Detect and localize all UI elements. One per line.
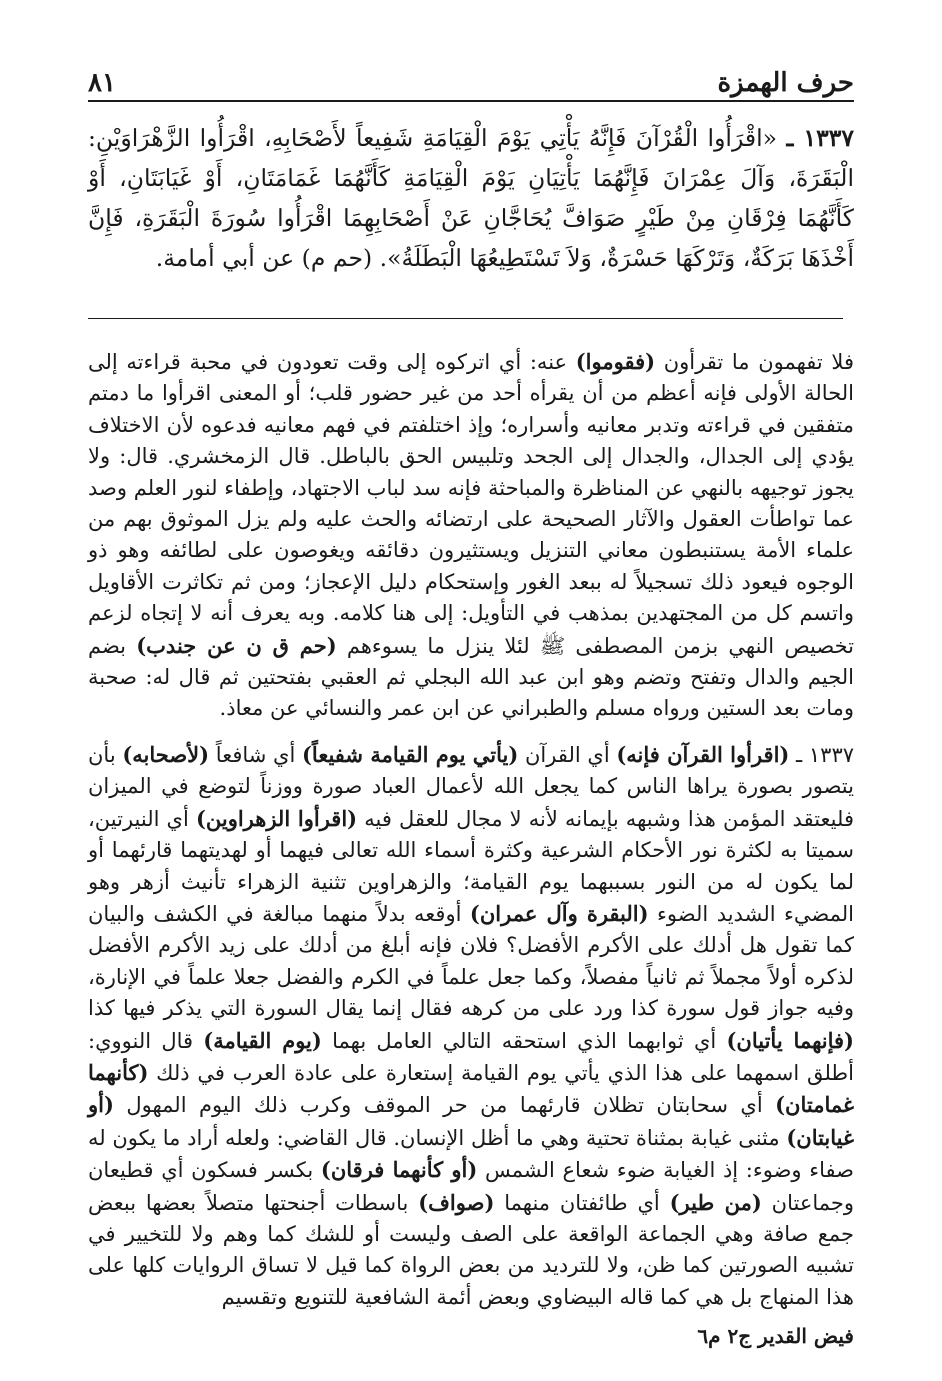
text-span: بأن يتصور بصورة يراها الناس كما يجعل الله لأعمال العباد صورة ووزناً لتوضع في الميزان فليعتقد المؤمن هذا وشبهه بإيمانه لأنه لا مجال للعقل فيه [88,742,854,831]
text-span: أوقعه بدلاً منهما مبالغة في الكشف والبيان كما تقول هل أدلك على الأكرم الأفضل؟ فلان فإنه أبلغ من أدلك على زيد الأكرم الأفضل لذكره أولاً مجملاً ثم ثانياً مفصلاً، وكما جعل علماً في الكرم والفضل جعلا علماً في الإنارة، وفيه جواز قول سورة كذا ورد على من كرهه فقال إنما يقال السورة التي يذكر فيها كذا [88,901,854,1021]
text-span: بضم الجيم والدال وتفتح وتضم وهو ابن عبد الله البجلي ثم العقبي بفتحتين ثم قال له: صحبة ومات بعد الستين ورواه مسلم والطبراني عن ابن عمر والنسائي عن معاذ. [88,633,854,721]
page-header [88,58,854,98]
page-number: ٨١ [88,68,116,98]
bold-quote-span: (فقوموا) [575,349,656,374]
bold-quote-span: (صواف) [418,1189,495,1215]
bold-quote-span: (البقرة وآل عمران) [469,900,649,926]
text-span: أي ثوابهما الذي استحقه التالي العامل بهما [321,1028,727,1053]
commentary-paragraph-1 [88,346,854,725]
commentary-paragraph-2 [88,739,854,1313]
hadith-text: «اقْرَأُوا الْقُرْآنَ فَإِنَّهُ يَأْتِي يَوْمَ الْقِيَامَةِ شَفِيعاً لأَصْحَابِهِ، اقْرَأُوا الزَّهْرَاوَيْنِ: الْبَقَرَةَ، وَآلَ عِمْرَانَ فَإِنَّهُمَا يَأْتِيَانِ يَوْمَ الْقِيَامَةِ كَأَنَّهُمَا غَمَامَتَانِ، أَوْ غَيَابَتَانِ، أَوْ كَأَنَّهُمَا فِرْقَانِ مِنْ طَيْرٍ صَوَافَّ يُحَاجَّانِ عَنْ أَصْحَابِهِمَا اقْرَأُوا سُورَةَ الْبَقَرَةِ، فَإِنَّ أَخْذَهَا بَرَكَةٌ، وَتَرْكَهَا حَسْرَةٌ، وَلاَ تَسْتَطِيعُهَا الْبَطَلَةُ». (حم م) عن أبي أمامة. [88,124,854,272]
header-divider [88,100,854,102]
hadith-number: ١٣٣٧ ـ [786,124,854,152]
text-span: باسطات أجنحتها متصلاً بعضها ببعض جمع صافة وهي الجماعة الواقعة على الصف وليست أو للشك كما وهم ولا للتخيير في تشبيه الصورتين كما ظن، ولا للترديد من بعض الرواة كما قيل لا تساق الروايات كلها على هذا المنهاج بل هي كما قاله البيضاوي وبعض أئمة الشافعية للتنويع وتقسيم [88,1190,854,1309]
text-span: فلا تفهمون ما تقرأون [655,350,854,374]
text-span: قال النووي: أطلق اسمهما على هذا الذي يأتي يوم القيامة إستعارة على عادة العرب في ذلك [88,1028,854,1085]
text-span: مثنى غيابة بمثناة تحتية وهي ما أظل الإنسان. قال القاضي: ولعله أراد ما يكون له صفاء وضوء: إذ الغيابة ضوء شعاع الشمس [88,1125,854,1183]
text-span: أي طائفتان منهما [494,1190,670,1215]
text-span: أي شافعاً [209,742,302,767]
commentary-block [88,346,854,1313]
bold-quote-span: (حم ق ن عن جندب) [136,632,337,658]
hadith-text-block [88,118,854,278]
text-span: أي سحابتان تظلان قارئهما من حر الموقف وكرب ذلك اليوم المهول [113,1093,776,1118]
bold-quote-span: (كأنهما غمامتان) [88,1059,854,1118]
text-span: أي القرآن [518,742,617,767]
text-span: عنه: أي اتركوه إلى وقت تعودون في محبة قراءته إلى الحالة الأولى فإنه أعظم من أن يقرأه أحد من غير حضور قلب؛ أو المعنى اقرأوا ما دمتم متفقين في قراءته وتدبر معانيه وأسراره؛ وإذ اختلفتم في فهم معانيه فدعوه لأن الاختلاف يؤدي إلى الجدال، والجدال إلى الجحد وتلبيس الحق بالباطل. قال الزمخشري. قال: ولا يجوز توجيهه بالنهي عن المناظرة والمباحثة فإنه سد لباب الاجتهاد، وإطفاء لنور العلم وصد عما تواطأت العقول والآثار الصحيحة على ارتضائه والحث عليه ولم يزل الموثوق بهم من علماء الأمة يستنبطون معاني التنزيل ويستثيرون دقائقه ويغوصون على لطائفه وهو ذو الوجوه فيعود ذلك تسجيلاً له ببعد الغور وإستحكام دليل الإعجاز؛ ومن ثم تكاثرت الأقاويل واتسم كل من المجتهدين بمذهب في التأويل: إلى هنا كلامه. وبه يعرف أنه لا إتجاه لزعم تخصيص النهي بزمن المصطفى ﷺ لئلا ينزل ما يسوءهم [88,350,854,658]
footnote-separator [88,318,843,319]
text-span: ١٣٣٧ ـ [789,742,855,767]
bold-quote-span: (اقرأوا القرآن فإنه) [616,741,790,767]
bold-quote-span: (أو كأنهما فرقان) [320,1157,478,1183]
bold-quote-span: (يوم القيامة) [203,1027,322,1053]
bold-quote-span: (فإنهما يأتيان) [726,1027,854,1053]
printer-signature: فيض القدير ج٢ م٦ [697,1324,854,1348]
bold-quote-span: (من طير) [669,1189,762,1215]
bold-quote-span: (لأصحابه) [122,741,210,767]
text-span: أي النيرتين، سميتا به لكثرة نور الأحكام الشرعية وكثرة أسماء الله تعالى فيهما أو لهديتهما قارئهما أو لما يكون له من النور بسببهما يوم القيامة؛ والزهراوين تثنية الزهراء تأنيث أزهر وهو المضيء الشديد الضوء [88,806,854,926]
bold-quote-span: (اقرأوا الزهراوين) [195,805,358,831]
bold-quote-span: (يأتي يوم القيامة شفيعاً) [302,741,519,767]
bold-quote-span: (أو غيابتان) [88,1092,854,1150]
chapter-title: حرف الهمزة [717,68,854,98]
text-span: بكسر فسكون أي قطيعان وجماعتان [88,1158,855,1215]
